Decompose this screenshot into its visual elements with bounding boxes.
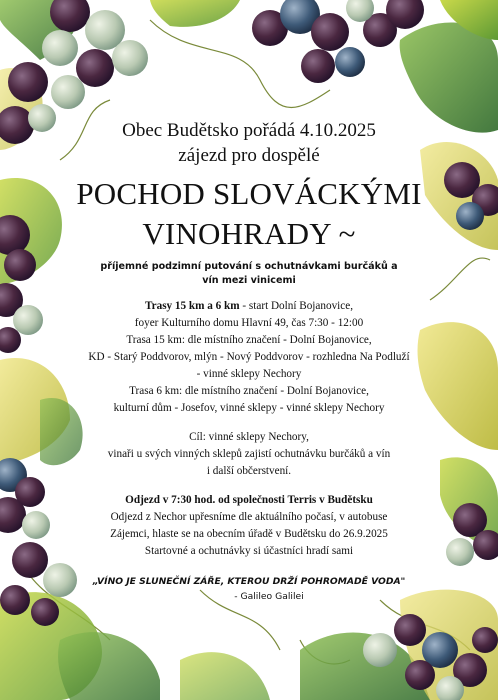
routes-line-1 — [60, 298, 438, 315]
organizer-line: Obec Budětsko pořádá 4.10.2025 — [122, 120, 376, 141]
routes-line-2: foyer Kulturního domu Hlavní 49, čas 7:30 - 12:00 — [134, 317, 364, 329]
routes-line-5: - vinné sklepy Nechory — [196, 368, 302, 380]
poster-subtitle: příjemné podzimní putování s ochutnávkami burčáků a vín mezi vinicemi — [100, 261, 398, 286]
departure-line-2: Odjezd z Nechor upřesníme dle aktuálního počasí, v autobuse — [110, 511, 388, 523]
routes-start: - start Dolní Bojanovice, — [239, 300, 353, 312]
finish-block — [60, 429, 438, 480]
departure-block — [60, 492, 438, 560]
finish-line-3: i další občerstvení. — [206, 465, 292, 477]
audience-line: zájezd pro dospělé — [178, 145, 320, 166]
quote-author: - Galileo Galilei — [234, 591, 304, 602]
routes-heading: Trasy 15 km a 6 km — [145, 300, 240, 312]
routes-line-7: kulturní dům - Josefov, vinné sklepy - vinné sklepy Nechory — [113, 402, 385, 414]
routes-line-6: Trasa 6 km: dle místního značení - Dolní Bojanovice, — [129, 385, 369, 397]
departure-line-1: Odjezd v 7:30 hod. od společnosti Terris v Budětsku — [125, 494, 373, 506]
routes-line-4: KD - Starý Poddvorov, mlýn - Nový Poddvorov - rozhledna Na Podluží — [88, 351, 410, 363]
departure-line-4: Startovné a ochutnávky si účastníci hradí sami — [144, 545, 354, 557]
poster-title-line-2: VINOHRADY ~ — [142, 216, 356, 251]
routes-block — [60, 298, 438, 417]
finish-line-2: vinaři u svých vinných sklepů zajistí ochutnávku burčáků a vín — [107, 448, 391, 460]
poster-content — [60, 118, 438, 604]
departure-line-3: Zájemci, hlaste se na obecním úřadě v Budětsku do 26.9.2025 — [110, 528, 388, 540]
quote: „VÍNO JE SLUNEČNÍ ZÁŘE, KTEROU DRŽÍ POHROMADĚ VODA" — [92, 576, 406, 587]
poster-title-line-1: POCHOD SLOVÁCKÝMI — [76, 176, 422, 211]
routes-line-3: Trasa 15 km: dle místního značení - Dolní Bojanovice, — [126, 334, 372, 346]
finish-line-1: Cíl: vinné sklepy Nechory, — [189, 431, 309, 443]
